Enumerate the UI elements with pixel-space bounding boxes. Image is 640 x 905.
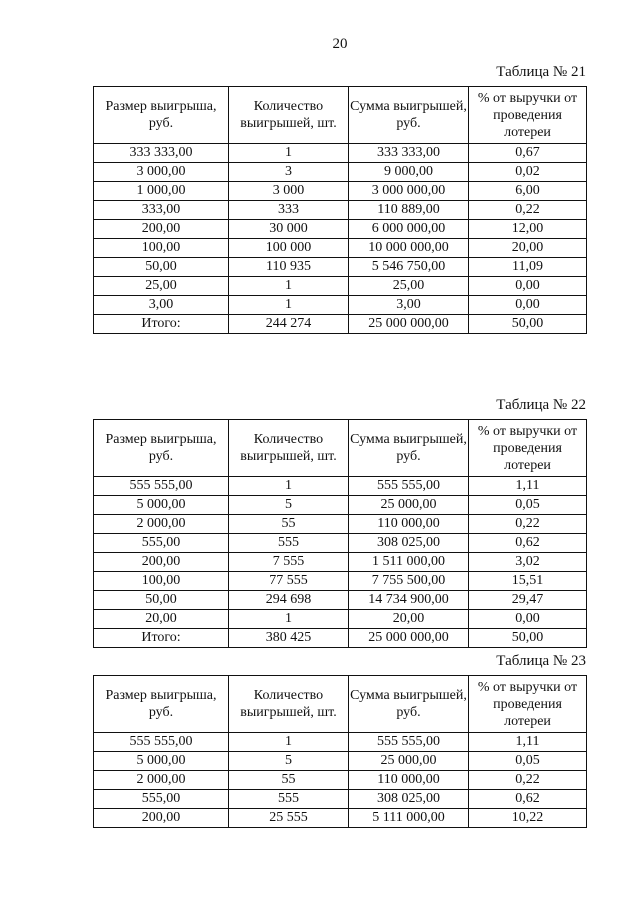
- prize-count-cell: 77 555: [229, 572, 349, 591]
- revenue-percent-cell: 3,02: [469, 553, 587, 572]
- prize-sum-cell: 25 000 000,00: [349, 629, 469, 648]
- table-row: [94, 572, 587, 591]
- prize-size-cell: Итого:: [94, 629, 229, 648]
- header-revenue-percent: % от выручки от проведения лотереи: [469, 420, 587, 477]
- revenue-percent-cell: 12,00: [469, 220, 587, 239]
- prize-size-cell: 3,00: [94, 296, 229, 315]
- prize-sum-cell: 308 025,00: [349, 534, 469, 553]
- prize-size-cell: 555,00: [94, 790, 229, 809]
- prize-size-cell: 555 555,00: [94, 733, 229, 752]
- total-row: [94, 629, 587, 648]
- revenue-percent-cell: 0,67: [469, 144, 587, 163]
- prize-count-cell: 244 274: [229, 315, 349, 334]
- table-row: [94, 591, 587, 610]
- prize-sum-cell: 3,00: [349, 296, 469, 315]
- header-prize-count: Количество выигрышей, шт.: [229, 420, 349, 477]
- prize-table: [93, 419, 587, 648]
- revenue-percent-cell: 50,00: [469, 629, 587, 648]
- header-prize-count: Количество выигрышей, шт.: [229, 676, 349, 733]
- prize-count-cell: 555: [229, 534, 349, 553]
- revenue-percent-cell: 0,00: [469, 277, 587, 296]
- table-row: [94, 239, 587, 258]
- revenue-percent-cell: 10,22: [469, 809, 587, 828]
- prize-sum-cell: 14 734 900,00: [349, 591, 469, 610]
- table-row: [94, 477, 587, 496]
- prize-count-cell: 55: [229, 771, 349, 790]
- prize-sum-cell: 7 755 500,00: [349, 572, 469, 591]
- revenue-percent-cell: 0,62: [469, 790, 587, 809]
- header-revenue-percent: % от выручки от проведения лотереи: [469, 87, 587, 144]
- prize-sum-cell: 6 000 000,00: [349, 220, 469, 239]
- table-22-block: [93, 395, 586, 648]
- table-row: [94, 790, 587, 809]
- prize-table: [93, 86, 587, 334]
- header-row: [94, 420, 587, 477]
- prize-count-cell: 25 555: [229, 809, 349, 828]
- prize-size-cell: 1 000,00: [94, 182, 229, 201]
- prize-size-cell: 333 333,00: [94, 144, 229, 163]
- revenue-percent-cell: 11,09: [469, 258, 587, 277]
- revenue-percent-cell: 0,22: [469, 201, 587, 220]
- prize-count-cell: 3 000: [229, 182, 349, 201]
- prize-size-cell: 5 000,00: [94, 496, 229, 515]
- prize-count-cell: 5: [229, 496, 349, 515]
- prize-count-cell: 3: [229, 163, 349, 182]
- prize-sum-cell: 25 000,00: [349, 496, 469, 515]
- revenue-percent-cell: 1,11: [469, 477, 587, 496]
- prize-sum-cell: 10 000 000,00: [349, 239, 469, 258]
- revenue-percent-cell: 0,05: [469, 752, 587, 771]
- prize-sum-cell: 25 000,00: [349, 752, 469, 771]
- revenue-percent-cell: 0,00: [469, 296, 587, 315]
- revenue-percent-cell: 6,00: [469, 182, 587, 201]
- header-prize-sum: Сумма выигрышей, руб.: [349, 420, 469, 477]
- prize-sum-cell: 1 511 000,00: [349, 553, 469, 572]
- prize-sum-cell: 5 111 000,00: [349, 809, 469, 828]
- table-21-block: [93, 62, 586, 334]
- header-prize-size: Размер выигрыша, руб.: [94, 676, 229, 733]
- prize-count-cell: 55: [229, 515, 349, 534]
- revenue-percent-cell: 29,47: [469, 591, 587, 610]
- prize-count-cell: 294 698: [229, 591, 349, 610]
- revenue-percent-cell: 0,22: [469, 771, 587, 790]
- prize-count-cell: 1: [229, 477, 349, 496]
- total-row: [94, 315, 587, 334]
- revenue-percent-cell: 0,05: [469, 496, 587, 515]
- table-caption: Таблица № 23: [496, 653, 586, 669]
- table-row: [94, 277, 587, 296]
- revenue-percent-cell: 15,51: [469, 572, 587, 591]
- prize-count-cell: 1: [229, 296, 349, 315]
- page-number: 20: [332, 36, 348, 52]
- table-row: [94, 163, 587, 182]
- prize-size-cell: 2 000,00: [94, 771, 229, 790]
- table-caption: Таблица № 22: [496, 397, 586, 413]
- revenue-percent-cell: 0,22: [469, 515, 587, 534]
- prize-size-cell: 555 555,00: [94, 477, 229, 496]
- prize-count-cell: 100 000: [229, 239, 349, 258]
- prize-sum-cell: 20,00: [349, 610, 469, 629]
- prize-size-cell: 5 000,00: [94, 752, 229, 771]
- prize-sum-cell: 555 555,00: [349, 733, 469, 752]
- revenue-percent-cell: 50,00: [469, 315, 587, 334]
- prize-size-cell: 200,00: [94, 220, 229, 239]
- header-prize-sum: Сумма выигрышей, руб.: [349, 87, 469, 144]
- prize-count-cell: 1: [229, 733, 349, 752]
- prize-size-cell: 333,00: [94, 201, 229, 220]
- prize-size-cell: 50,00: [94, 591, 229, 610]
- prize-size-cell: 25,00: [94, 277, 229, 296]
- table-row: [94, 809, 587, 828]
- prize-count-cell: 333: [229, 201, 349, 220]
- table-row: [94, 553, 587, 572]
- prize-sum-cell: 308 025,00: [349, 790, 469, 809]
- table-row: [94, 534, 587, 553]
- prize-sum-cell: 5 546 750,00: [349, 258, 469, 277]
- table-23-block: [93, 651, 586, 828]
- table-row: [94, 610, 587, 629]
- prize-size-cell: 3 000,00: [94, 163, 229, 182]
- table-row: [94, 220, 587, 239]
- prize-sum-cell: 110 000,00: [349, 515, 469, 534]
- header-prize-size: Размер выигрыша, руб.: [94, 87, 229, 144]
- prize-size-cell: 2 000,00: [94, 515, 229, 534]
- table-caption: Таблица № 21: [496, 64, 586, 80]
- prize-sum-cell: 110 889,00: [349, 201, 469, 220]
- prize-sum-cell: 3 000 000,00: [349, 182, 469, 201]
- prize-size-cell: Итого:: [94, 315, 229, 334]
- prize-sum-cell: 9 000,00: [349, 163, 469, 182]
- prize-size-cell: 100,00: [94, 572, 229, 591]
- prize-count-cell: 1: [229, 277, 349, 296]
- table-row: [94, 515, 587, 534]
- table-row: [94, 201, 587, 220]
- revenue-percent-cell: 0,00: [469, 610, 587, 629]
- prize-table: [93, 675, 587, 828]
- prize-size-cell: 100,00: [94, 239, 229, 258]
- prize-size-cell: 20,00: [94, 610, 229, 629]
- prize-sum-cell: 25,00: [349, 277, 469, 296]
- prize-sum-cell: 25 000 000,00: [349, 315, 469, 334]
- table-row: [94, 733, 587, 752]
- table-row: [94, 258, 587, 277]
- header-prize-sum: Сумма выигрышей, руб.: [349, 676, 469, 733]
- prize-sum-cell: 110 000,00: [349, 771, 469, 790]
- prize-count-cell: 555: [229, 790, 349, 809]
- table-row: [94, 182, 587, 201]
- prize-size-cell: 200,00: [94, 809, 229, 828]
- revenue-percent-cell: 20,00: [469, 239, 587, 258]
- header-row: [94, 676, 587, 733]
- prize-sum-cell: 333 333,00: [349, 144, 469, 163]
- revenue-percent-cell: 0,02: [469, 163, 587, 182]
- prize-size-cell: 50,00: [94, 258, 229, 277]
- revenue-percent-cell: 1,11: [469, 733, 587, 752]
- prize-size-cell: 200,00: [94, 553, 229, 572]
- prize-count-cell: 380 425: [229, 629, 349, 648]
- prize-count-cell: 5: [229, 752, 349, 771]
- prize-count-cell: 30 000: [229, 220, 349, 239]
- table-row: [94, 771, 587, 790]
- prize-count-cell: 1: [229, 610, 349, 629]
- header-prize-count: Количество выигрышей, шт.: [229, 87, 349, 144]
- prize-count-cell: 1: [229, 144, 349, 163]
- table-row: [94, 296, 587, 315]
- table-row: [94, 496, 587, 515]
- header-prize-size: Размер выигрыша, руб.: [94, 420, 229, 477]
- prize-size-cell: 555,00: [94, 534, 229, 553]
- header-row: [94, 87, 587, 144]
- table-row: [94, 144, 587, 163]
- prize-sum-cell: 555 555,00: [349, 477, 469, 496]
- prize-count-cell: 110 935: [229, 258, 349, 277]
- prize-count-cell: 7 555: [229, 553, 349, 572]
- revenue-percent-cell: 0,62: [469, 534, 587, 553]
- header-revenue-percent: % от выручки от проведения лотереи: [469, 676, 587, 733]
- table-row: [94, 752, 587, 771]
